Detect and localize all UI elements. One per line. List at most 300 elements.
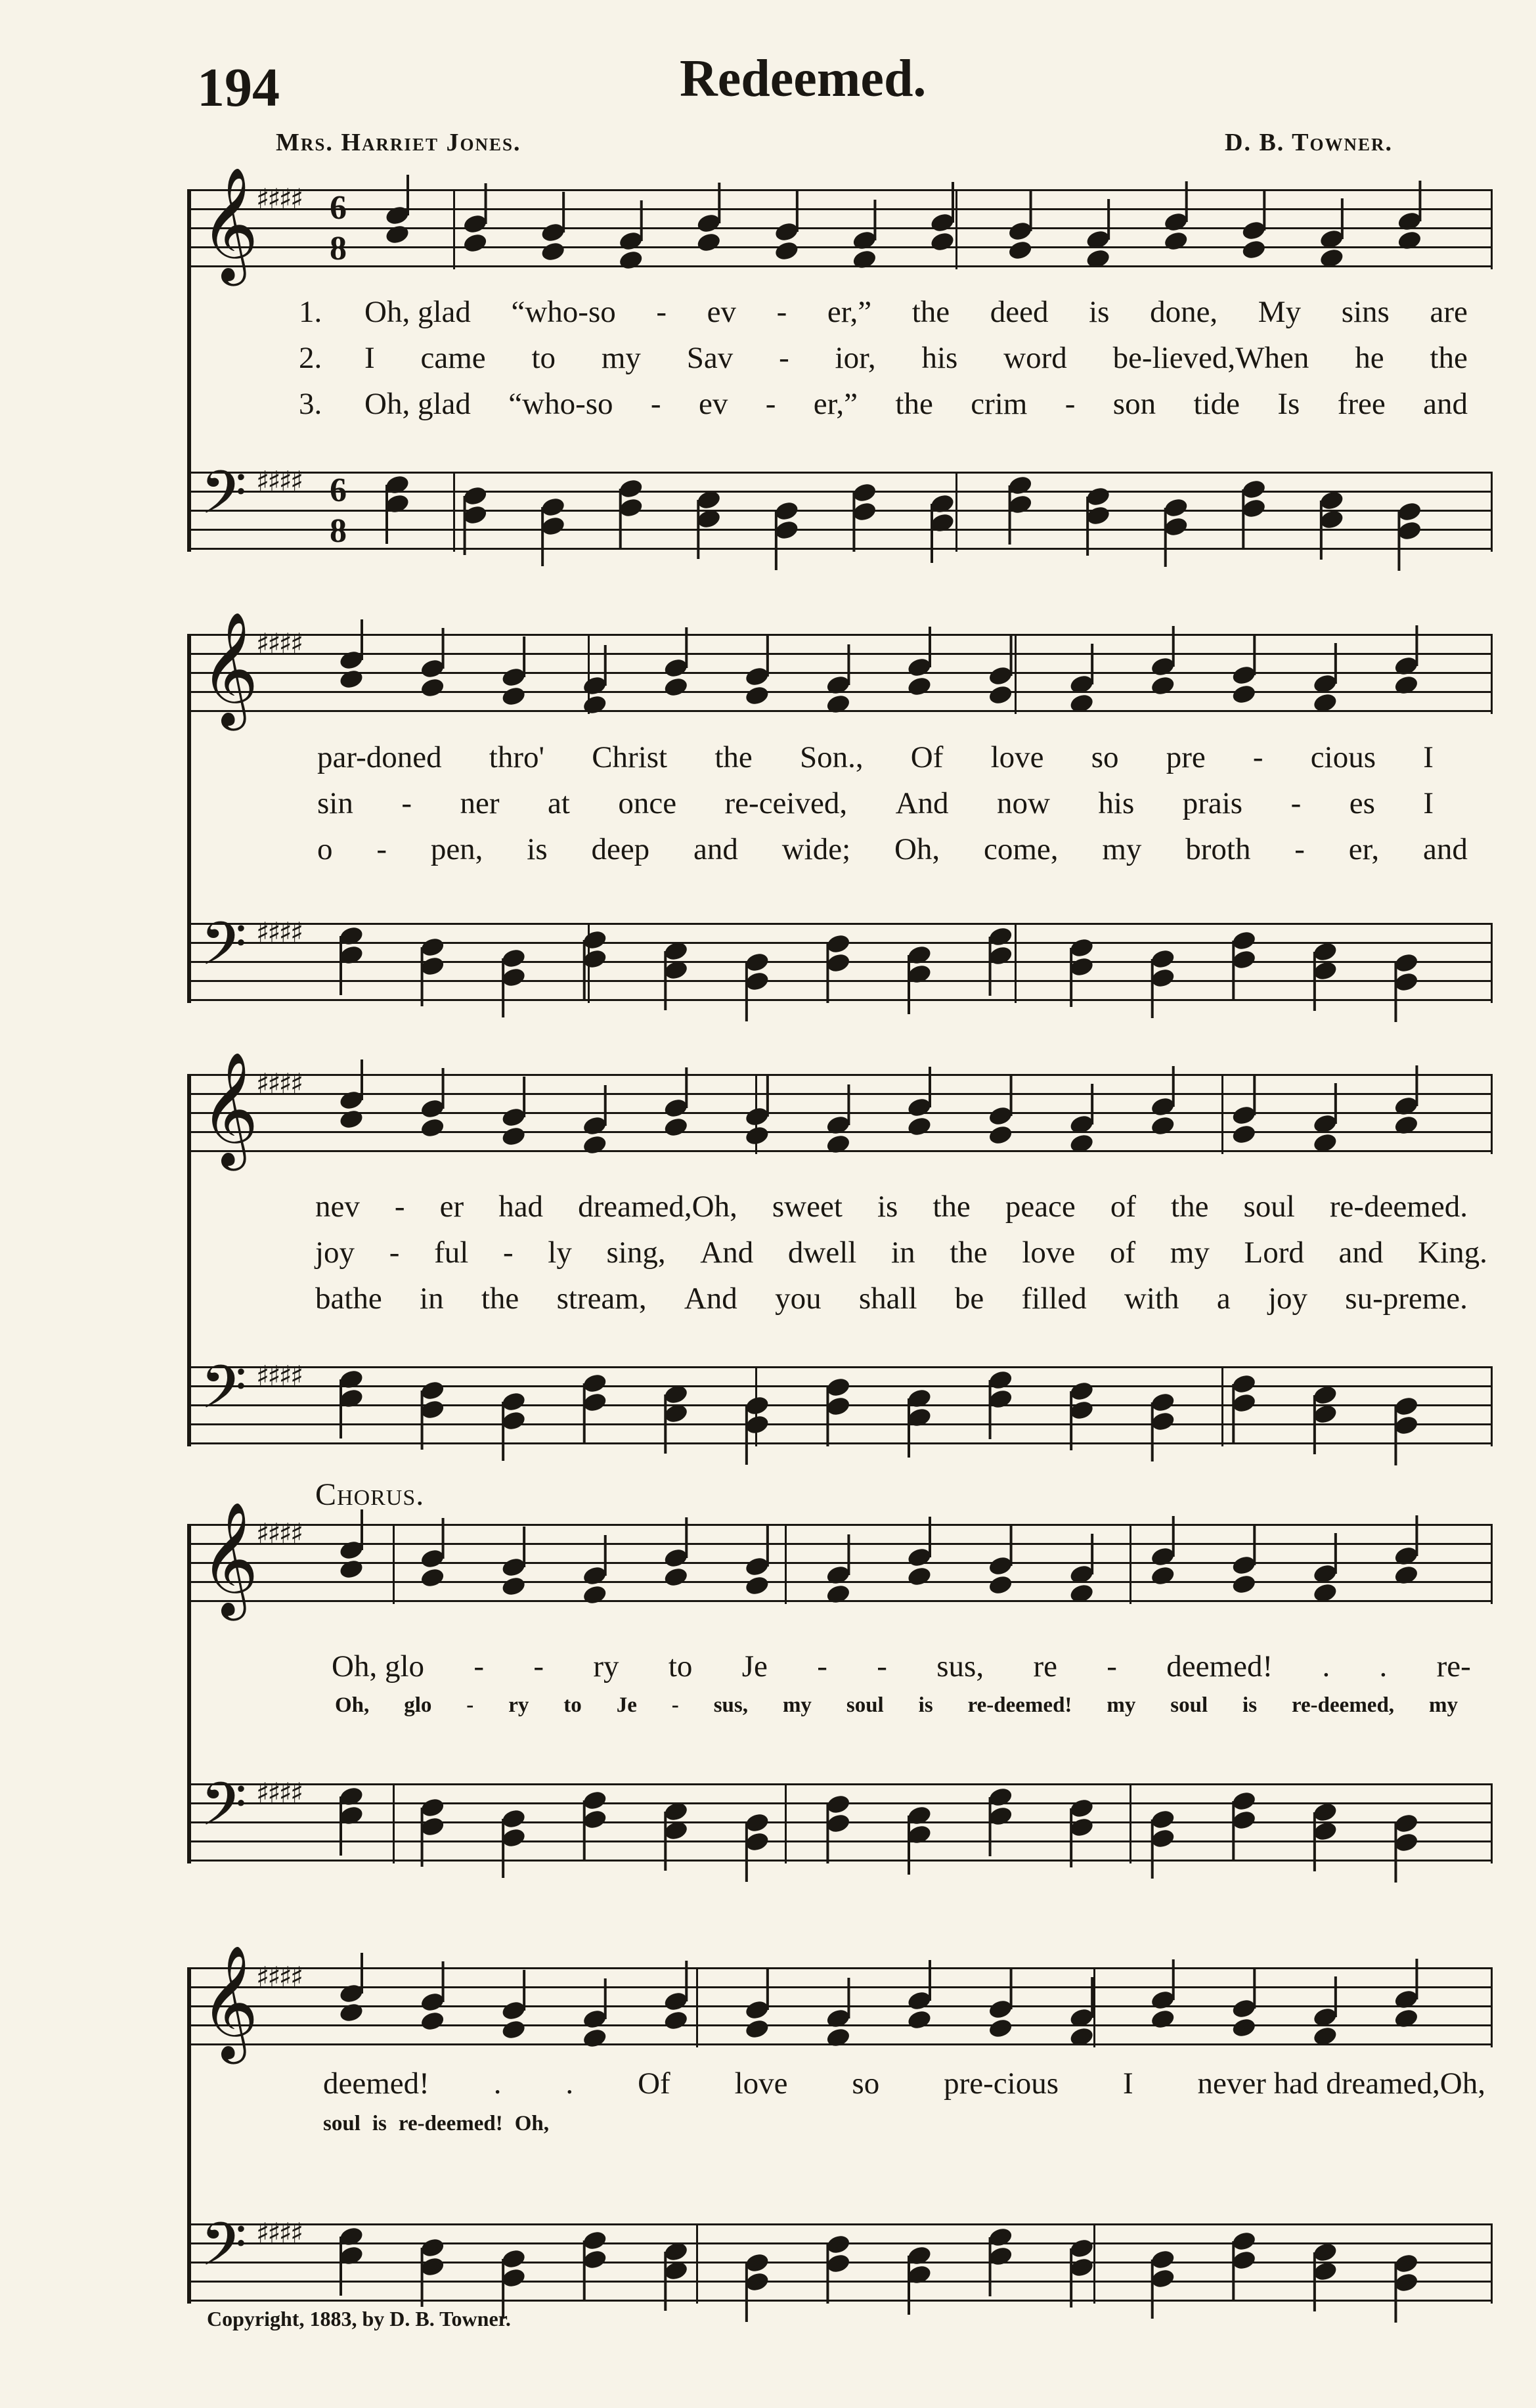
lyric-syllable: re- xyxy=(1436,1649,1471,1683)
note-head xyxy=(1312,1582,1338,1604)
lyric-syllable: and xyxy=(1423,387,1468,421)
lyric-syllable: and xyxy=(693,832,738,866)
lyric-syllable: re-deemed! xyxy=(967,1693,1072,1717)
lyric-syllable: sing, xyxy=(606,1236,666,1270)
note-head xyxy=(500,2018,527,2041)
lyric-syllable: deemed! xyxy=(323,2066,429,2101)
lyric-syllable: bathe xyxy=(315,1282,382,1316)
treble-clef-icon: 𝄞 xyxy=(200,612,259,726)
note-head xyxy=(695,231,722,254)
hymn-number: 194 xyxy=(197,57,280,118)
lyric-syllable: the xyxy=(481,1282,519,1316)
lyric-syllable: my xyxy=(1102,832,1142,866)
lyric-syllable: ry xyxy=(508,1693,529,1717)
time-signature-bottom: 8 xyxy=(330,230,347,267)
lyric-syllable: - xyxy=(1290,786,1302,820)
bar-line xyxy=(1491,1967,1493,2047)
verse-number-1: 1. xyxy=(299,295,322,329)
bar-line xyxy=(1491,2223,1493,2304)
bar-line xyxy=(1491,1524,1493,1604)
lyric-syllable: love xyxy=(734,2066,788,2101)
lyric-syllable: son xyxy=(1112,387,1156,421)
note-head xyxy=(1068,1132,1095,1155)
lyric-syllable: be xyxy=(954,1282,984,1316)
lyric-syllable: you xyxy=(775,1282,822,1316)
lyric-syllable: peace xyxy=(1005,1190,1076,1224)
lyric-syllable: prais xyxy=(1182,786,1243,820)
bass-staff xyxy=(187,1352,1491,1446)
lyric-syllable: I xyxy=(364,341,375,375)
lyric-syllable: - xyxy=(1064,387,1076,421)
lyric-syllable: is xyxy=(918,1693,933,1717)
lyric-syllable: King. xyxy=(1418,1236,1487,1270)
lyric-syllable: er, xyxy=(1348,832,1380,866)
lyric-syllable: tide xyxy=(1193,387,1240,421)
chorus-label: Chorus. xyxy=(315,1477,425,1512)
hymn-title: Redeemed. xyxy=(680,50,927,108)
note-head xyxy=(929,231,955,253)
bar-line xyxy=(1491,634,1493,714)
note-head xyxy=(338,1108,364,1130)
note-head xyxy=(1393,2007,1419,2030)
lyric-syllable: - xyxy=(671,1693,679,1717)
lyric-syllable: sweet xyxy=(772,1190,843,1224)
lyric-syllable: soul xyxy=(1243,1190,1295,1224)
bass-staff xyxy=(187,458,1491,552)
treble-staff xyxy=(187,1052,1491,1166)
note-head xyxy=(987,1574,1013,1596)
bass-clef-icon: 𝄢 xyxy=(200,909,247,993)
lyric-syllable: dwell xyxy=(787,1236,857,1270)
note-heads xyxy=(187,472,1491,552)
lyric-syllable: I xyxy=(1423,786,1434,820)
lyric-chorus-line2-bass xyxy=(323,2112,1472,2136)
lyric-syllable: Of xyxy=(910,740,944,774)
key-signature-sharps-icon: ♯♯♯♯ xyxy=(256,465,302,497)
lyric-verse1-line3 xyxy=(315,1189,1468,1224)
note-head xyxy=(338,668,364,690)
note-head xyxy=(906,1115,933,1138)
lyric-syllable: love xyxy=(1022,1236,1076,1270)
lyric-syllable: Oh, glad xyxy=(364,387,471,421)
lyric-syllable: once xyxy=(618,786,677,820)
note-head xyxy=(582,2027,608,2049)
lyric-syllable: my xyxy=(1107,1693,1136,1717)
lyric-syllable: deemed! xyxy=(1166,1649,1273,1683)
lyric-verse2-line2 xyxy=(317,786,1434,821)
lyric-syllable: in xyxy=(420,1282,444,1316)
note-head xyxy=(1068,1582,1095,1605)
lyric-verse3-line2 xyxy=(317,832,1468,867)
lyric-syllable: - xyxy=(376,832,387,866)
note-head xyxy=(1231,683,1257,705)
lyric-syllable: - xyxy=(776,295,787,329)
key-signature-sharps-icon: ♯♯♯♯ xyxy=(256,1067,302,1100)
note-head xyxy=(338,2001,364,2024)
system-bracket xyxy=(187,189,191,552)
bar-line xyxy=(1491,923,1493,1003)
lyric-syllable: - xyxy=(401,786,412,820)
note-head xyxy=(987,1124,1013,1146)
note-head xyxy=(1393,674,1419,696)
note-head xyxy=(663,2009,689,2032)
lyric-syllable: in xyxy=(891,1236,915,1270)
lyric-syllable: his xyxy=(921,341,958,375)
lyric-syllable: my xyxy=(782,1693,812,1717)
treble-clef-icon: 𝄞 xyxy=(200,1945,259,2059)
treble-staff xyxy=(187,1502,1491,1616)
lyric-syllable: thro' xyxy=(489,740,544,774)
lyric-syllable: stream, xyxy=(556,1282,647,1316)
lyric-syllable: - xyxy=(877,1649,887,1683)
lyric-syllable: re-deemed. xyxy=(1329,1190,1468,1224)
treble-staff xyxy=(187,1945,1491,2059)
bar-line xyxy=(1491,472,1493,552)
lyric-syllable: filled xyxy=(1021,1282,1087,1316)
bar-line xyxy=(1491,1074,1493,1154)
note-heads xyxy=(187,1524,1491,1604)
note-head xyxy=(500,1125,527,1148)
lyric-syllable: to xyxy=(563,1693,582,1717)
note-head xyxy=(1163,230,1189,252)
hymn-author: Mrs. Harriet Jones. xyxy=(276,129,521,156)
lyric-syllable: joy xyxy=(315,1236,355,1270)
lyric-syllable: - xyxy=(394,1190,405,1224)
lyric-syllable: re-deemed, xyxy=(1291,1693,1395,1717)
treble-staff xyxy=(187,612,1491,726)
note-heads xyxy=(187,1783,1491,1863)
system-bracket xyxy=(187,1074,191,1446)
key-signature-sharps-icon: ♯♯♯♯ xyxy=(256,2217,302,2249)
note-head xyxy=(618,249,644,271)
lyric-syllable: - xyxy=(1107,1649,1117,1683)
lyric-syllable: - xyxy=(1294,832,1305,866)
note-heads xyxy=(187,1366,1491,1446)
lyric-syllable: wide; xyxy=(781,832,851,866)
lyric-syllable: Oh, xyxy=(894,832,940,866)
lyric-syllable: so xyxy=(852,2066,880,2101)
lyric-syllable: now xyxy=(996,786,1050,820)
note-head xyxy=(1231,1123,1257,1146)
bass-staff xyxy=(187,2210,1491,2304)
treble-staff xyxy=(187,167,1491,281)
bass-clef-icon: 𝄢 xyxy=(200,2210,247,2294)
lyric-syllable: and xyxy=(1423,832,1468,866)
lyric-syllable: is xyxy=(1089,295,1110,329)
lyric-syllable: re xyxy=(1033,1649,1057,1683)
lyric-syllable: broth xyxy=(1185,832,1251,866)
lyric-verse1-line1 xyxy=(364,294,1468,330)
note-head xyxy=(1231,2017,1257,2039)
lyric-syllable: My xyxy=(1258,295,1302,329)
lyric-syllable: is xyxy=(372,2112,387,2135)
lyric-syllable: And xyxy=(700,1236,754,1270)
treble-clef-icon: 𝄞 xyxy=(200,1052,259,1166)
note-head xyxy=(419,1117,445,1139)
note-head xyxy=(663,1116,689,1138)
note-head xyxy=(744,2018,770,2040)
lyric-syllable: . xyxy=(565,2066,574,2101)
note-head xyxy=(744,684,770,707)
lyric-syllable: with xyxy=(1124,1282,1179,1316)
lyric-syllable: shall xyxy=(858,1282,917,1316)
lyric-syllable: er xyxy=(439,1190,464,1224)
note-head xyxy=(582,694,608,716)
lyric-syllable: to xyxy=(668,1649,693,1683)
note-head xyxy=(582,1134,608,1156)
lyric-syllable: he xyxy=(1355,341,1384,375)
lyric-syllable: Je xyxy=(616,1693,637,1717)
lyric-syllable: be-lieved,When xyxy=(1112,341,1309,375)
note-head xyxy=(1068,692,1095,715)
lyric-syllable: glo xyxy=(404,1693,432,1717)
lyric-syllable: - xyxy=(1252,740,1263,774)
lyric-syllable: pen, xyxy=(430,832,483,866)
lyric-syllable: . xyxy=(1322,1649,1330,1683)
lyric-verse1-line2 xyxy=(317,740,1434,775)
lyric-syllable: word xyxy=(1003,341,1067,375)
lyric-syllable: the xyxy=(1171,1190,1209,1224)
lyric-syllable: ry xyxy=(593,1649,619,1683)
key-signature-sharps-icon: ♯♯♯♯ xyxy=(256,183,302,215)
lyric-syllable: - xyxy=(389,1236,400,1270)
lyric-syllable: - xyxy=(502,1236,514,1270)
lyric-syllable: er,” xyxy=(827,295,872,329)
lyric-syllable: Sav xyxy=(686,341,734,375)
system-bracket xyxy=(187,634,191,1003)
lyric-syllable: - xyxy=(473,1649,484,1683)
lyric-verse2-line1 xyxy=(364,340,1468,376)
note-head xyxy=(1150,1115,1176,1137)
lyric-syllable: - xyxy=(650,387,661,421)
time-signature-top: 6 xyxy=(330,189,347,227)
lyric-chorus-line1 xyxy=(332,1649,1471,1684)
note-head xyxy=(1007,239,1033,261)
lyric-syllable: are xyxy=(1430,295,1468,329)
lyric-syllable: I xyxy=(1122,2066,1133,2101)
bass-staff xyxy=(187,909,1491,1003)
note-head xyxy=(338,1558,364,1580)
note-head xyxy=(987,684,1013,706)
note-heads xyxy=(187,2223,1491,2304)
bass-clef-icon: 𝄢 xyxy=(200,1770,247,1854)
lyric-syllable: joy xyxy=(1267,1282,1308,1316)
lyric-syllable: so xyxy=(1091,740,1119,774)
lyric-syllable: ner xyxy=(460,786,500,820)
note-head xyxy=(1068,2026,1095,2048)
lyric-syllable: sus, xyxy=(936,1649,984,1683)
time-signature-bottom: 8 xyxy=(330,512,347,550)
lyric-syllable: ev xyxy=(698,387,728,421)
verse-number-3: 3. xyxy=(299,387,322,421)
note-head xyxy=(462,232,488,254)
note-head xyxy=(1312,1132,1338,1154)
note-head xyxy=(1231,1573,1257,1595)
lyric-syllable: ful xyxy=(434,1236,469,1270)
lyric-syllable: is xyxy=(877,1190,898,1224)
key-signature-sharps-icon: ♯♯♯♯ xyxy=(256,1360,302,1392)
bass-staff xyxy=(187,1770,1491,1863)
lyric-syllable: come, xyxy=(984,832,1059,866)
lyric-syllable: free xyxy=(1337,387,1386,421)
lyric-syllable: Oh, xyxy=(514,2112,549,2135)
lyric-syllable: the xyxy=(895,387,933,421)
lyric-syllable: nev xyxy=(315,1190,360,1224)
lyric-syllable: deep xyxy=(591,832,650,866)
note-head xyxy=(419,677,445,699)
bar-line xyxy=(1491,1366,1493,1446)
lyric-syllable: came xyxy=(420,341,486,375)
note-heads xyxy=(187,634,1491,714)
lyric-syllable: sus, xyxy=(713,1693,749,1717)
lyric-syllable: “who-so xyxy=(508,387,613,421)
lyric-syllable: to xyxy=(531,341,556,375)
note-head xyxy=(384,223,410,246)
lyric-syllable: - xyxy=(817,1649,827,1683)
lyric-syllable: su-preme. xyxy=(1345,1282,1468,1316)
lyric-syllable: my xyxy=(1428,1693,1458,1717)
bass-clef-icon: 𝄢 xyxy=(200,458,247,542)
lyric-syllable: crim xyxy=(971,387,1028,421)
note-head xyxy=(825,693,851,715)
note-head xyxy=(1393,1114,1419,1136)
treble-clef-icon: 𝄞 xyxy=(200,1502,259,1616)
note-head xyxy=(582,1584,608,1606)
lyric-syllable: - xyxy=(656,295,667,329)
lyric-syllable: o xyxy=(317,832,333,866)
lyric-syllable: ior, xyxy=(835,341,876,375)
lyric-syllable: pre xyxy=(1166,740,1206,774)
lyric-syllable: - xyxy=(779,341,789,375)
lyric-syllable: Oh, glad xyxy=(364,295,471,329)
lyric-syllable: my xyxy=(1170,1236,1210,1270)
lyric-syllable: - xyxy=(466,1693,474,1717)
note-head xyxy=(1396,229,1422,252)
lyric-verse3-line3 xyxy=(315,1281,1468,1316)
note-head xyxy=(500,1575,527,1597)
lyric-verse3-line1 xyxy=(364,386,1468,422)
lyric-syllable: es xyxy=(1349,786,1375,820)
lyric-syllable: re-deemed! xyxy=(398,2112,503,2135)
lyric-syllable: sins xyxy=(1341,295,1390,329)
note-head xyxy=(774,240,800,262)
lyric-syllable: the xyxy=(933,1190,971,1224)
system-bracket xyxy=(187,1967,191,2304)
treble-clef-icon: 𝄞 xyxy=(200,167,259,281)
lyric-syllable: the xyxy=(950,1236,988,1270)
key-signature-sharps-icon: ♯♯♯♯ xyxy=(256,1961,302,1993)
lyric-syllable: of xyxy=(1109,1236,1136,1270)
note-head xyxy=(1150,675,1176,697)
lyric-syllable: my xyxy=(601,341,641,375)
lyric-syllable: Je xyxy=(741,1649,768,1683)
note-head xyxy=(825,1133,851,1155)
lyric-syllable: at xyxy=(547,786,570,820)
note-head xyxy=(500,685,527,707)
lyric-chorus-line2 xyxy=(323,2066,1485,2101)
note-heads xyxy=(187,1074,1491,1154)
key-signature-sharps-icon: ♯♯♯♯ xyxy=(256,1777,302,1809)
note-heads xyxy=(187,923,1491,1003)
lyric-syllable: par-doned xyxy=(317,740,442,774)
lyric-syllable: ev xyxy=(707,295,736,329)
note-head xyxy=(1240,238,1267,261)
note-head xyxy=(825,2026,851,2049)
lyric-syllable: and xyxy=(1338,1236,1384,1270)
lyric-syllable: dreamed,Oh, xyxy=(578,1190,737,1224)
note-head xyxy=(906,675,933,698)
note-head xyxy=(540,240,566,263)
lyric-syllable: of xyxy=(1110,1190,1136,1224)
note-head xyxy=(1085,248,1111,270)
time-signature-top: 6 xyxy=(330,472,347,509)
lyric-syllable: cious xyxy=(1310,740,1376,774)
lyric-syllable: is xyxy=(1242,1693,1258,1717)
lyric-syllable: Oh, xyxy=(335,1693,370,1717)
lyric-syllable: Oh, glo xyxy=(332,1649,424,1683)
lyric-syllable: I xyxy=(1423,740,1434,774)
lyric-syllable: Lord xyxy=(1244,1236,1304,1270)
lyric-syllable: his xyxy=(1098,786,1135,820)
verse-number-2: 2. xyxy=(299,341,322,375)
lyric-syllable: Of xyxy=(638,2066,670,2101)
lyric-syllable: deed xyxy=(990,295,1049,329)
note-head xyxy=(1150,1565,1176,1587)
note-head xyxy=(851,248,877,271)
note-head xyxy=(744,1125,770,1147)
note-head xyxy=(1319,247,1345,269)
lyric-syllable: love xyxy=(990,740,1044,774)
lyric-syllable: “who-so xyxy=(511,295,616,329)
hymn-header xyxy=(197,46,1484,156)
lyric-syllable: soul xyxy=(1170,1693,1208,1717)
lyric-syllable: - xyxy=(533,1649,544,1683)
lyric-syllable: the xyxy=(1430,341,1468,375)
lyric-syllable: And xyxy=(895,786,949,820)
note-head xyxy=(1312,692,1338,714)
note-heads xyxy=(187,1967,1491,2047)
lyric-syllable: soul xyxy=(323,2112,361,2135)
key-signature-sharps-icon: ♯♯♯♯ xyxy=(256,916,302,948)
note-head xyxy=(987,2017,1013,2040)
lyric-syllable: Is xyxy=(1277,387,1300,421)
lyric-syllable: never had dreamed,Oh, xyxy=(1197,2066,1485,2101)
lyric-syllable: the xyxy=(911,295,950,329)
key-signature-sharps-icon: ♯♯♯♯ xyxy=(256,627,302,659)
lyric-syllable: a xyxy=(1216,1282,1231,1316)
bar-line xyxy=(1491,189,1493,269)
lyric-syllable: - xyxy=(765,387,776,421)
note-head xyxy=(744,1574,770,1597)
lyric-chorus-line1-bass xyxy=(335,1693,1458,1718)
lyric-syllable: re-ceived, xyxy=(724,786,848,820)
lyric-syllable: had xyxy=(498,1190,544,1224)
lyric-syllable: is xyxy=(527,832,548,866)
lyric-syllable: . xyxy=(493,2066,502,2101)
note-head xyxy=(1150,2008,1176,2030)
note-head xyxy=(1393,1564,1419,1586)
note-head xyxy=(906,1565,933,1588)
lyric-syllable: Son., xyxy=(799,740,864,774)
key-signature-sharps-icon: ♯♯♯♯ xyxy=(256,1517,302,1550)
note-head xyxy=(663,676,689,698)
note-head xyxy=(419,2010,445,2032)
lyric-syllable: done, xyxy=(1150,295,1218,329)
note-head xyxy=(419,1567,445,1589)
lyric-syllable: sin xyxy=(317,786,353,820)
system-bracket xyxy=(187,1524,191,1863)
hymn-composer: D. B. Towner. xyxy=(1225,129,1393,156)
